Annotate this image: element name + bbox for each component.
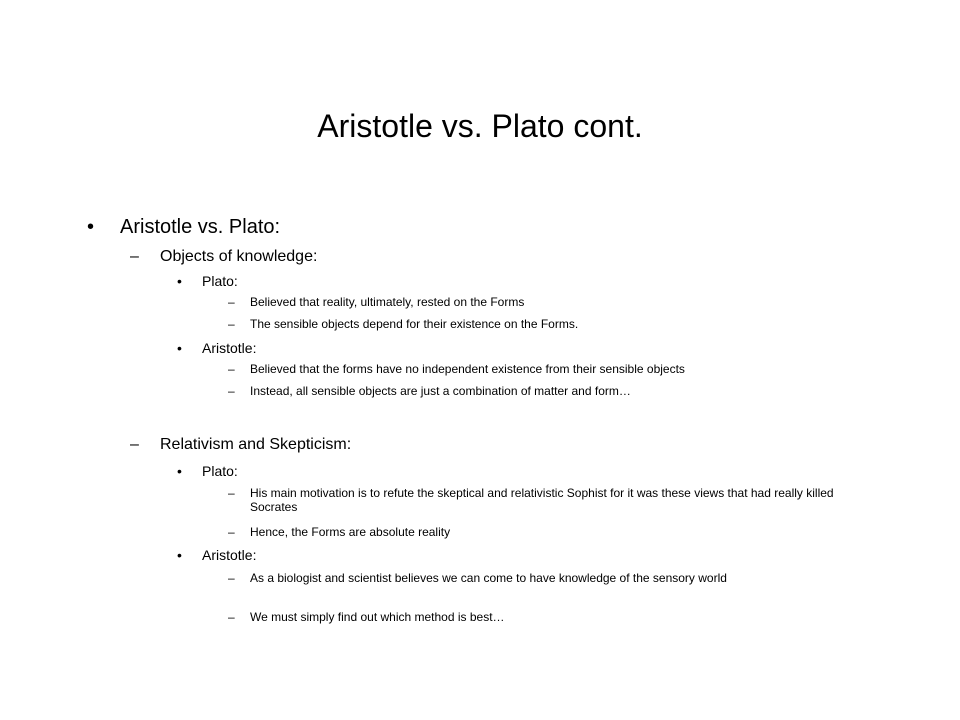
group-label-text: Aristotle: xyxy=(202,340,257,356)
point-item xyxy=(228,525,850,539)
dash-marker: – xyxy=(228,317,235,331)
point-text: We must simply find out which method is best… xyxy=(250,610,505,624)
subheading-relativism-and-skepticism xyxy=(130,435,351,455)
dash-marker: – xyxy=(228,486,235,500)
dash-marker: – xyxy=(130,248,139,265)
group-label-plato xyxy=(177,272,238,290)
point-item xyxy=(228,384,850,398)
dash-marker: – xyxy=(130,436,139,453)
dash-marker: – xyxy=(228,362,235,376)
bullet-aristotle-vs-plato xyxy=(87,215,280,239)
point-item xyxy=(228,317,850,331)
subheading-objects-of-knowledge xyxy=(130,247,317,267)
group-label-plato xyxy=(177,462,238,480)
point-item xyxy=(228,486,850,514)
subheading-text: Objects of knowledge: xyxy=(160,248,318,265)
bullet-marker: • xyxy=(177,463,182,479)
dash-marker: – xyxy=(228,384,235,398)
point-text: Instead, all sensible objects are just a combination of matter and form… xyxy=(250,384,631,398)
point-text: The sensible objects depend for their existence on the Forms. xyxy=(250,317,579,331)
slide-title: Aristotle vs. Plato cont. xyxy=(317,108,643,144)
point-text: As a biologist and scientist believes we can come to have knowledge of the sensory world xyxy=(250,571,727,585)
bullet-text: Aristotle vs. Plato: xyxy=(120,216,281,238)
bullet-marker: • xyxy=(87,216,95,238)
point-item xyxy=(228,362,850,376)
point-item xyxy=(228,295,850,309)
bullet-marker: • xyxy=(177,273,182,289)
point-text: Hence, the Forms are absolute reality xyxy=(250,525,451,539)
dash-marker: – xyxy=(228,571,235,585)
point-item xyxy=(228,571,850,585)
group-label-aristotle xyxy=(177,339,256,357)
point-text: His main motivation is to refute the skeptical and relativistic Sophist for it was these views that had really killed Socrates xyxy=(250,486,834,514)
group-label-text: Plato: xyxy=(202,463,238,479)
point-text: Believed that reality, ultimately, rested on the Forms xyxy=(250,295,525,309)
point-item xyxy=(228,610,850,624)
group-label-aristotle xyxy=(177,546,256,564)
point-text: Believed that the forms have no independent existence from their sensible objects xyxy=(250,362,685,376)
dash-marker: – xyxy=(228,610,235,624)
dash-marker: – xyxy=(228,295,235,309)
group-label-text: Aristotle: xyxy=(202,547,257,563)
bullet-marker: • xyxy=(177,340,182,356)
dash-marker: – xyxy=(228,525,235,539)
subheading-text: Relativism and Skepticism: xyxy=(160,436,352,453)
bullet-marker: • xyxy=(177,547,182,563)
group-label-text: Plato: xyxy=(202,273,238,289)
